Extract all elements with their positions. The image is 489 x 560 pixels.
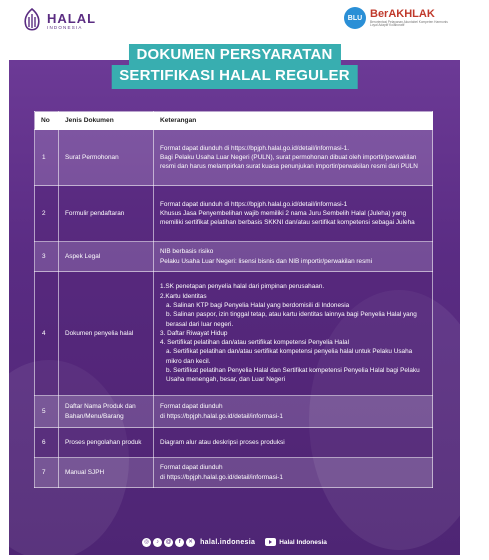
content-panel — [9, 46, 460, 555]
threads-icon[interactable]: @ — [165, 539, 172, 545]
ket-subitem: a. Sertifikat pelatihan dan/atau sertifikat kompetensi penyelia halal untuk Pelaku Usaha mikro dan kecil. — [166, 348, 413, 365]
row-no: 1 — [35, 130, 59, 186]
ket-line: Format dapat diunduh — [160, 464, 223, 472]
logo-halal-word: HALAL — [47, 10, 97, 26]
title-line-2: SERTIFIKASI HALAL REGULER — [111, 65, 358, 89]
header-jenis-dokumen: Jenis Dokumen — [59, 112, 154, 130]
table-row — [35, 458, 433, 488]
ket-line: Format dapat diunduh di https://bpjph.halal.go.id/detail/informasi-1. — [160, 144, 349, 152]
row-no: 3 — [35, 242, 59, 272]
row-jenis: Daftar Nama Produk dan Bahan/Menu/Barang — [59, 396, 154, 428]
berakhlak-word: BerAKHLAK — [370, 7, 435, 20]
table-row — [35, 396, 433, 428]
social-handle[interactable]: halal.indonesia — [200, 538, 256, 546]
x-icon[interactable]: ✕ — [186, 538, 195, 547]
row-jenis: Formulir pendaftaran — [59, 186, 154, 242]
halal-logo-icon — [21, 8, 43, 34]
berakhlak-logo-group — [344, 7, 452, 29]
requirements-table-wrap — [34, 111, 432, 488]
row-jenis: Surat Permohonan — [59, 130, 154, 186]
requirements-table — [34, 111, 433, 488]
row-no: 7 — [35, 458, 59, 488]
berakhlak-tagline: Berorientasi Pelayanan Akuntabel Kompeten Harmonis Loyal Adaptif Kolaboratif — [370, 19, 448, 27]
youtube-icon[interactable] — [265, 538, 276, 546]
table-row — [35, 130, 433, 186]
row-keterangan — [154, 458, 433, 488]
table-header-row — [35, 112, 433, 130]
row-no: 5 — [35, 396, 59, 428]
facebook-icon[interactable]: f — [175, 538, 184, 547]
ket-line: Pelaku Usaha Luar Negeri: lisensi bisnis dan NIB importir/perwakilan resmi — [160, 257, 373, 265]
row-keterangan — [154, 396, 433, 428]
header-keterangan: Keterangan — [154, 112, 433, 130]
ket-line: Bagi Pelaku Usaha Luar Negeri (PULN), surat permohonan dibuat oleh importir/perwakilan resmi dan harus melampirkan surat kuasa penunjukan importir/perwakilan resmi dari PULN — [160, 153, 418, 171]
ket-item: 2.Kartu Identitas — [160, 292, 207, 300]
row-keterangan — [154, 428, 433, 458]
table-row — [35, 272, 433, 396]
table-row — [35, 242, 433, 272]
ket-item: 4. Sertifikat pelatihan dan/atau sertifikat kompetensi Penyelia Halal — [160, 339, 349, 347]
header-no: No — [35, 112, 59, 130]
halal-indonesia-logo — [21, 8, 96, 34]
ket-line: Format dapat diunduh di https://bpjph.halal.go.id/detail/informasi-1 — [160, 200, 348, 208]
row-jenis: Proses pengolahan produk — [59, 428, 154, 458]
title-line-1: DOKUMEN PERSYARATAN — [128, 44, 340, 68]
row-keterangan — [154, 186, 433, 242]
ket-line: NIB berbasis risiko — [160, 248, 214, 256]
tiktok-icon[interactable]: ♪ — [153, 538, 162, 547]
row-keterangan — [154, 242, 433, 272]
ket-line: Diagram alur atau deskripsi proses produksi — [160, 438, 285, 446]
table-row — [35, 186, 433, 242]
table-row — [35, 428, 433, 458]
row-jenis: Dokumen penyelia halal — [59, 272, 154, 396]
ket-subitem: b. Sertifikat pelatihan Penyelia Halal dan Sertifikat kompetensi Penyelia Halal bagi Pelaku Usaha menengah, besar, dan Luar Negeri — [166, 366, 420, 384]
ket-item: 1.SK penetapan penyelia halal dari pimpinan perusahaan. — [160, 283, 325, 291]
blu-logo: BLU — [344, 7, 366, 29]
poster — [9, 0, 460, 555]
row-no: 4 — [35, 272, 59, 396]
ket-line: Format dapat diunduh — [160, 403, 223, 411]
row-no: 2 — [35, 186, 59, 242]
youtube-channel[interactable]: Halal Indonesia — [279, 538, 327, 546]
ket-subitem: a. Salinan KTP bagi Penyelia Halal yang berdomisili di Indonesia — [166, 302, 350, 310]
row-keterangan — [154, 130, 433, 186]
row-keterangan — [154, 272, 433, 396]
ket-line: Khusus Jasa Penyembelihan wajib memiliki 2 nama Juru Sembelih Halal (Juleha) yang memiliki sertifikat pelatihan berbasis SKKNI dan/atau sertifikat kompetensi sebagai Juleha — [160, 209, 415, 227]
row-jenis: Manual SJPH — [59, 458, 154, 488]
footer-social — [9, 529, 460, 555]
row-jenis: Aspek Legal — [59, 242, 154, 272]
ket-subitem: b. Salinan paspor, izin tinggal tetap, atau kartu identitas lainnya bagi Penyelia Halal yang berasal dari luar negeri. — [166, 311, 417, 328]
instagram-icon[interactable]: ◎ — [142, 538, 151, 547]
ket-item: 3. Daftar Riwayat Hidup — [160, 329, 228, 337]
ket-line: di https://bpjph.halal.go.id/detail/informasi-1 — [160, 412, 283, 420]
row-no: 6 — [35, 428, 59, 458]
ket-line: di https://bpjph.halal.go.id/detail/informasi-1 — [160, 473, 283, 481]
logo-indonesia-sub: INDONESIA — [47, 24, 83, 30]
